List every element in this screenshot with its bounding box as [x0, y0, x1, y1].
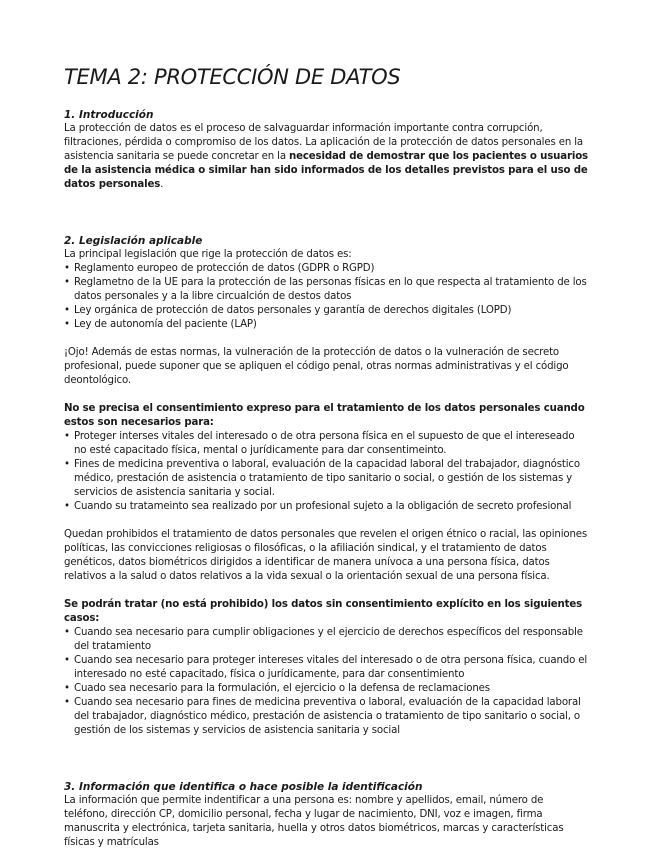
section-legislacion — [64, 234, 588, 738]
list-item: • Cuado sea necesario para la formulación, el ejercicio o la defensa de reclamaciones — [64, 682, 588, 696]
list-item: • Cuando sea necesario para proteger intereses vitales del interesado o de otra persona física, cuando el interesado no esté capacitado, física o jurídicamente, para dar consentimiento — [64, 654, 588, 682]
list-item: • Reglametno de la UE para la protección de las personas físicas en lo que respecta al tratamiento de los datos personales y a la libre circualción de destos datos — [64, 276, 588, 304]
intro-paragraph — [64, 122, 588, 192]
laws-list — [64, 262, 588, 332]
list-item: • Reglamento europeo de protección de datos (GDPR o RGPD) — [64, 262, 588, 276]
page-title: TEMA 2: PROTECCIÓN DE DATOS — [64, 65, 401, 89]
list-item: • Ley orgánica de protección de datos personales y garantía de derechos digitales (LOPD) — [64, 304, 588, 318]
intro-text: La protección de datos es el proceso de salvaguardar información importante contra corrupción, filtraciones, pérdida o compromiso de los datos. La aplicación de la protección de datos personales en la asistencia sanitaria se puede concretar en la — [64, 123, 584, 162]
intro-bold-text: necesidad de demostrar que los pacientes o usuarios de la asistencia médica o similar han sido informados de los detalles previstos para el uso de datos personales — [64, 151, 588, 190]
section-heading: 3. Información que identifica o hace posible la identificación — [64, 781, 423, 793]
allowed-list — [64, 626, 588, 738]
section-introduccion — [64, 108, 588, 192]
section-heading: 1. Introducción — [64, 109, 154, 121]
allowed-heading: Se podrán tratar (no está prohibido) los datos sin consentimiento explícito en los siguientes casos: — [64, 599, 583, 624]
list-item: • Cuando sea necesario para fines de medicina preventiva o laboral, evaluación de la capacidad laboral del trabajador, diagnóstico médico, prestación de asistencia o tratamiento de tipo sanitario o social, o gestión de los sistemas y servicios de asistencia sanitaria y social — [64, 696, 588, 738]
list-item: • Fines de medicina preventiva o laboral, evaluación de la capacidad laboral del trabajador, diagnóstico médico, prestación de asistencia o tratamiento de tipo sanitario o social, o gestión de los sistemas y servicios de asistencia sanitaria y social. — [64, 458, 588, 500]
list-item: • Proteger interses vitales del interesado o de otra persona física en el supuesto de que el intereseado no esté capacitado física, mental o jurídicamente para dar consentimeinto. — [64, 430, 588, 458]
list-item: • Cuando sea necesario para cumplir obligaciones y el ejercicio de derechos específicos del responsable del tratamiento — [64, 626, 588, 654]
section-informacion — [64, 780, 588, 850]
no-consent-list — [64, 430, 588, 514]
ojo-paragraph: ¡Ojo! Además de estas normas, la vulneración de la protección de datos o la vulneración de secreto profesional, puede suponer que se apliquen el código penal, otras normas administrativas y el código deontológico. — [64, 347, 569, 386]
no-consent-heading: No se precisa el consentimiento expreso para el tratamiento de los datos personales cuando estos son necesarios para: — [64, 403, 585, 428]
list-item: • Cuando su tratameinto sea realizado por un profesional sujeto a la obligación de secreto profesional — [64, 500, 588, 514]
prohibited-paragraph: Quedan prohibidos el tratamiento de datos personales que revelen el origen étnico o racial, las opiniones políticas, las convicciones religiosas o filosóficas, o la afiliación sindical, y el tratamiento de datos genéticos, datos biométricos dirigidos a identificar de manera unívoca a una persona física, datos relativos a la salud o datos relativos a la vida sexual o la orientación sexual de una persona física. — [64, 529, 588, 582]
section-heading: 2. Legislación aplicable — [64, 235, 203, 247]
list-item: • Ley de autonomía del paciente (LAP) — [64, 318, 588, 332]
intro-period: . — [160, 179, 164, 190]
identification-paragraph: La información que permite indentificar a una persona es: nombre y apellidos, email, número de teléfono, dirección CP, domicilio personal, fecha y lugar de nacimiento, DNI, voz e imagen, firma manuscrita y electrónica, tarjeta sanitaria, huella y otros datos biométricos, marcas y características físicas y matrículas — [64, 795, 564, 848]
legislation-intro: La principal legislación que rige la protección de datos es: — [64, 249, 352, 260]
